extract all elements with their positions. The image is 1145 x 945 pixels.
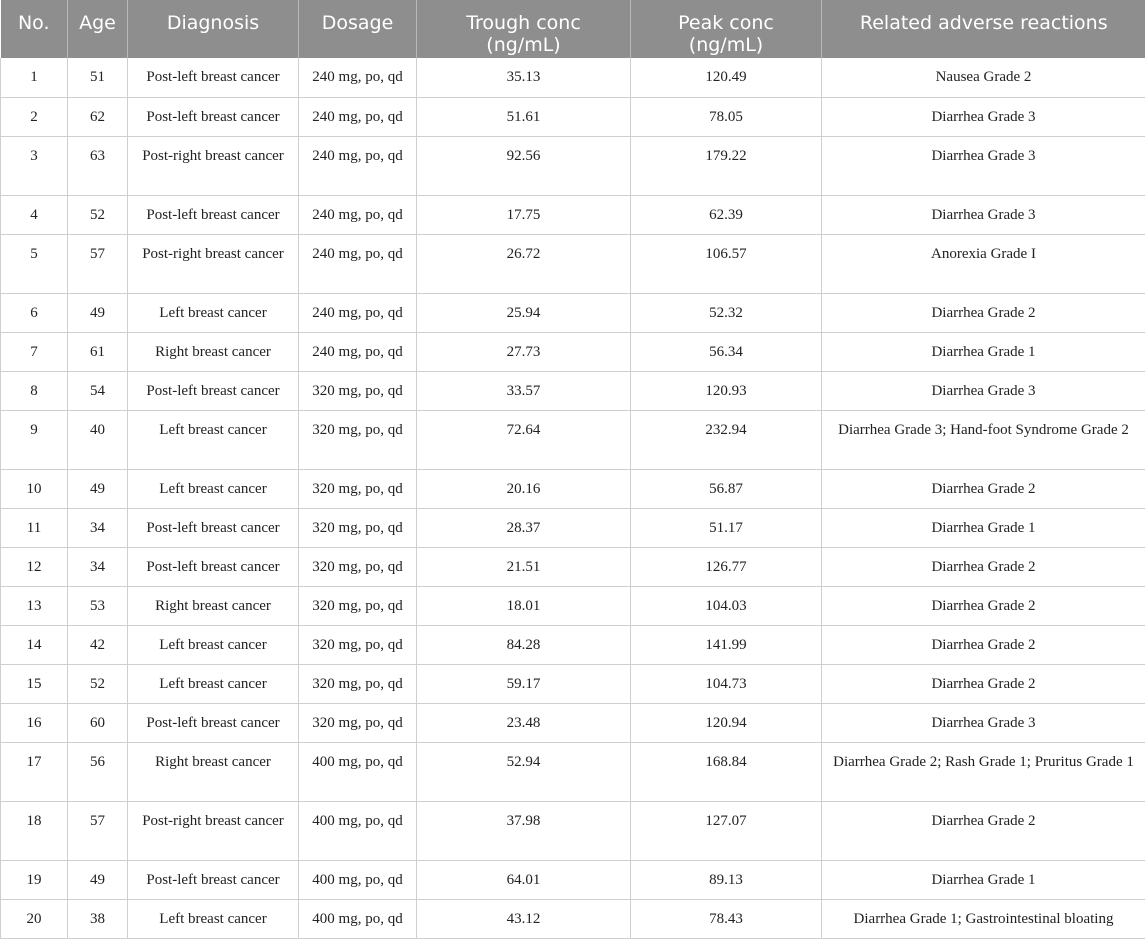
cell-trough-conc: 43.12 <box>417 899 631 938</box>
cell-age: 38 <box>68 899 128 938</box>
table-row <box>1 899 1145 938</box>
cell-trough-conc: 72.64 <box>417 410 631 469</box>
cell-adverse-reactions: Diarrhea Grade 1; Gastrointestinal bloating <box>822 899 1145 938</box>
cell-trough-conc: 26.72 <box>417 234 631 293</box>
table-row <box>1 703 1145 742</box>
cell-no: 12 <box>1 547 68 586</box>
cell-dosage: 320 mg, po, qd <box>299 547 417 586</box>
cell-dosage: 320 mg, po, qd <box>299 371 417 410</box>
cell-no: 14 <box>1 625 68 664</box>
cell-age: 54 <box>68 371 128 410</box>
cell-peak-conc: 62.39 <box>631 195 822 234</box>
cell-trough-conc: 18.01 <box>417 586 631 625</box>
cell-no: 11 <box>1 508 68 547</box>
cell-no: 3 <box>1 136 68 195</box>
cell-diagnosis: Left breast cancer <box>128 664 299 703</box>
cell-adverse-reactions: Diarrhea Grade 1 <box>822 508 1145 547</box>
cell-dosage: 240 mg, po, qd <box>299 234 417 293</box>
cell-no: 16 <box>1 703 68 742</box>
cell-peak-conc: 89.13 <box>631 860 822 899</box>
cell-adverse-reactions: Diarrhea Grade 2; Rash Grade 1; Pruritus Grade 1 <box>822 742 1145 801</box>
header-no: No. <box>1 0 68 58</box>
cell-age: 57 <box>68 801 128 860</box>
cell-adverse-reactions: Diarrhea Grade 2 <box>822 625 1145 664</box>
table-row <box>1 136 1145 195</box>
cell-adverse-reactions: Diarrhea Grade 2 <box>822 801 1145 860</box>
cell-dosage: 320 mg, po, qd <box>299 703 417 742</box>
cell-no: 6 <box>1 293 68 332</box>
cell-diagnosis: Post-right breast cancer <box>128 234 299 293</box>
cell-trough-conc: 35.13 <box>417 58 631 97</box>
cell-trough-conc: 20.16 <box>417 469 631 508</box>
cell-diagnosis: Post-left breast cancer <box>128 195 299 234</box>
cell-dosage: 400 mg, po, qd <box>299 742 417 801</box>
cell-peak-conc: 120.49 <box>631 58 822 97</box>
cell-diagnosis: Post-right breast cancer <box>128 136 299 195</box>
cell-peak-conc: 78.43 <box>631 899 822 938</box>
cell-peak-conc: 168.84 <box>631 742 822 801</box>
cell-diagnosis: Right breast cancer <box>128 332 299 371</box>
cell-peak-conc: 51.17 <box>631 508 822 547</box>
cell-peak-conc: 52.32 <box>631 293 822 332</box>
table-header <box>1 0 1145 58</box>
table-row <box>1 410 1145 469</box>
cell-age: 53 <box>68 586 128 625</box>
cell-peak-conc: 56.87 <box>631 469 822 508</box>
table-row <box>1 97 1145 136</box>
cell-adverse-reactions: Diarrhea Grade 2 <box>822 547 1145 586</box>
cell-no: 4 <box>1 195 68 234</box>
cell-no: 9 <box>1 410 68 469</box>
cell-peak-conc: 120.93 <box>631 371 822 410</box>
cell-age: 42 <box>68 625 128 664</box>
cell-trough-conc: 27.73 <box>417 332 631 371</box>
cell-age: 34 <box>68 508 128 547</box>
cell-age: 63 <box>68 136 128 195</box>
cell-dosage: 240 mg, po, qd <box>299 97 417 136</box>
cell-dosage: 320 mg, po, qd <box>299 508 417 547</box>
table-row <box>1 801 1145 860</box>
cell-trough-conc: 25.94 <box>417 293 631 332</box>
table-row <box>1 547 1145 586</box>
cell-diagnosis: Post-left breast cancer <box>128 703 299 742</box>
cell-trough-conc: 37.98 <box>417 801 631 860</box>
cell-adverse-reactions: Diarrhea Grade 3 <box>822 97 1145 136</box>
cell-no: 2 <box>1 97 68 136</box>
cell-dosage: 400 mg, po, qd <box>299 801 417 860</box>
cell-diagnosis: Left breast cancer <box>128 410 299 469</box>
cell-trough-conc: 84.28 <box>417 625 631 664</box>
cell-peak-conc: 179.22 <box>631 136 822 195</box>
cell-trough-conc: 64.01 <box>417 860 631 899</box>
cell-dosage: 240 mg, po, qd <box>299 58 417 97</box>
cell-no: 7 <box>1 332 68 371</box>
cell-peak-conc: 104.73 <box>631 664 822 703</box>
cell-peak-conc: 56.34 <box>631 332 822 371</box>
cell-no: 5 <box>1 234 68 293</box>
cell-peak-conc: 104.03 <box>631 586 822 625</box>
header-trough-conc: Trough conc (ng/mL) <box>417 0 631 58</box>
cell-age: 57 <box>68 234 128 293</box>
cell-diagnosis: Right breast cancer <box>128 586 299 625</box>
cell-no: 13 <box>1 586 68 625</box>
table-row <box>1 293 1145 332</box>
cell-no: 10 <box>1 469 68 508</box>
table-row <box>1 469 1145 508</box>
cell-adverse-reactions: Diarrhea Grade 3 <box>822 703 1145 742</box>
cell-diagnosis: Left breast cancer <box>128 899 299 938</box>
cell-no: 15 <box>1 664 68 703</box>
table-row <box>1 332 1145 371</box>
cell-no: 8 <box>1 371 68 410</box>
table-row <box>1 860 1145 899</box>
cell-trough-conc: 92.56 <box>417 136 631 195</box>
cell-dosage: 240 mg, po, qd <box>299 332 417 371</box>
cell-diagnosis: Post-left breast cancer <box>128 860 299 899</box>
cell-adverse-reactions: Anorexia Grade I <box>822 234 1145 293</box>
cell-adverse-reactions: Diarrhea Grade 2 <box>822 586 1145 625</box>
cell-adverse-reactions: Diarrhea Grade 3 <box>822 371 1145 410</box>
cell-no: 17 <box>1 742 68 801</box>
cell-diagnosis: Left breast cancer <box>128 293 299 332</box>
cell-trough-conc: 51.61 <box>417 97 631 136</box>
cell-diagnosis: Post-left breast cancer <box>128 97 299 136</box>
cell-age: 62 <box>68 97 128 136</box>
cell-trough-conc: 33.57 <box>417 371 631 410</box>
cell-diagnosis: Post-left breast cancer <box>128 371 299 410</box>
cell-diagnosis: Post-right breast cancer <box>128 801 299 860</box>
header-peak-conc: Peak conc (ng/mL) <box>631 0 822 58</box>
cell-diagnosis: Right breast cancer <box>128 742 299 801</box>
cell-age: 52 <box>68 664 128 703</box>
cell-diagnosis: Post-left breast cancer <box>128 547 299 586</box>
cell-dosage: 320 mg, po, qd <box>299 410 417 469</box>
cell-age: 49 <box>68 293 128 332</box>
table-row <box>1 586 1145 625</box>
cell-adverse-reactions: Diarrhea Grade 2 <box>822 469 1145 508</box>
cell-dosage: 240 mg, po, qd <box>299 195 417 234</box>
cell-age: 51 <box>68 58 128 97</box>
cell-adverse-reactions: Nausea Grade 2 <box>822 58 1145 97</box>
header-diagnosis: Diagnosis <box>128 0 299 58</box>
cell-diagnosis: Post-left breast cancer <box>128 58 299 97</box>
cell-age: 40 <box>68 410 128 469</box>
cell-no: 18 <box>1 801 68 860</box>
cell-diagnosis: Post-left breast cancer <box>128 508 299 547</box>
cell-no: 19 <box>1 860 68 899</box>
cell-peak-conc: 127.07 <box>631 801 822 860</box>
cell-adverse-reactions: Diarrhea Grade 3; Hand-foot Syndrome Grade 2 <box>822 410 1145 469</box>
cell-no: 20 <box>1 899 68 938</box>
cell-peak-conc: 106.57 <box>631 234 822 293</box>
cell-adverse-reactions: Diarrhea Grade 2 <box>822 664 1145 703</box>
cell-dosage: 320 mg, po, qd <box>299 664 417 703</box>
cell-peak-conc: 141.99 <box>631 625 822 664</box>
cell-trough-conc: 23.48 <box>417 703 631 742</box>
cell-age: 52 <box>68 195 128 234</box>
cell-dosage: 400 mg, po, qd <box>299 899 417 938</box>
cell-dosage: 320 mg, po, qd <box>299 469 417 508</box>
cell-diagnosis: Left breast cancer <box>128 469 299 508</box>
cell-age: 56 <box>68 742 128 801</box>
cell-dosage: 240 mg, po, qd <box>299 293 417 332</box>
cell-age: 60 <box>68 703 128 742</box>
cell-dosage: 240 mg, po, qd <box>299 136 417 195</box>
cell-age: 34 <box>68 547 128 586</box>
cell-adverse-reactions: Diarrhea Grade 1 <box>822 332 1145 371</box>
cell-adverse-reactions: Diarrhea Grade 3 <box>822 195 1145 234</box>
header-dosage: Dosage <box>299 0 417 58</box>
cell-trough-conc: 52.94 <box>417 742 631 801</box>
cell-trough-conc: 28.37 <box>417 508 631 547</box>
cell-no: 1 <box>1 58 68 97</box>
cell-diagnosis: Left breast cancer <box>128 625 299 664</box>
table-row <box>1 742 1145 801</box>
cell-age: 49 <box>68 860 128 899</box>
cell-peak-conc: 126.77 <box>631 547 822 586</box>
cell-dosage: 320 mg, po, qd <box>299 586 417 625</box>
table-row <box>1 234 1145 293</box>
cell-peak-conc: 78.05 <box>631 97 822 136</box>
table-row <box>1 195 1145 234</box>
cell-peak-conc: 120.94 <box>631 703 822 742</box>
table-row <box>1 58 1145 97</box>
cell-trough-conc: 21.51 <box>417 547 631 586</box>
cell-adverse-reactions: Diarrhea Grade 3 <box>822 136 1145 195</box>
cell-adverse-reactions: Diarrhea Grade 1 <box>822 860 1145 899</box>
table-row <box>1 508 1145 547</box>
cell-dosage: 400 mg, po, qd <box>299 860 417 899</box>
header-adverse-reactions: Related adverse reactions <box>822 0 1145 58</box>
cell-peak-conc: 232.94 <box>631 410 822 469</box>
table-row <box>1 371 1145 410</box>
cell-dosage: 320 mg, po, qd <box>299 625 417 664</box>
header-row <box>1 0 1145 58</box>
table-row <box>1 664 1145 703</box>
cell-trough-conc: 17.75 <box>417 195 631 234</box>
cell-trough-conc: 59.17 <box>417 664 631 703</box>
cell-adverse-reactions: Diarrhea Grade 2 <box>822 293 1145 332</box>
table-row <box>1 625 1145 664</box>
header-age: Age <box>68 0 128 58</box>
table-body <box>1 58 1145 938</box>
cell-age: 49 <box>68 469 128 508</box>
cell-age: 61 <box>68 332 128 371</box>
